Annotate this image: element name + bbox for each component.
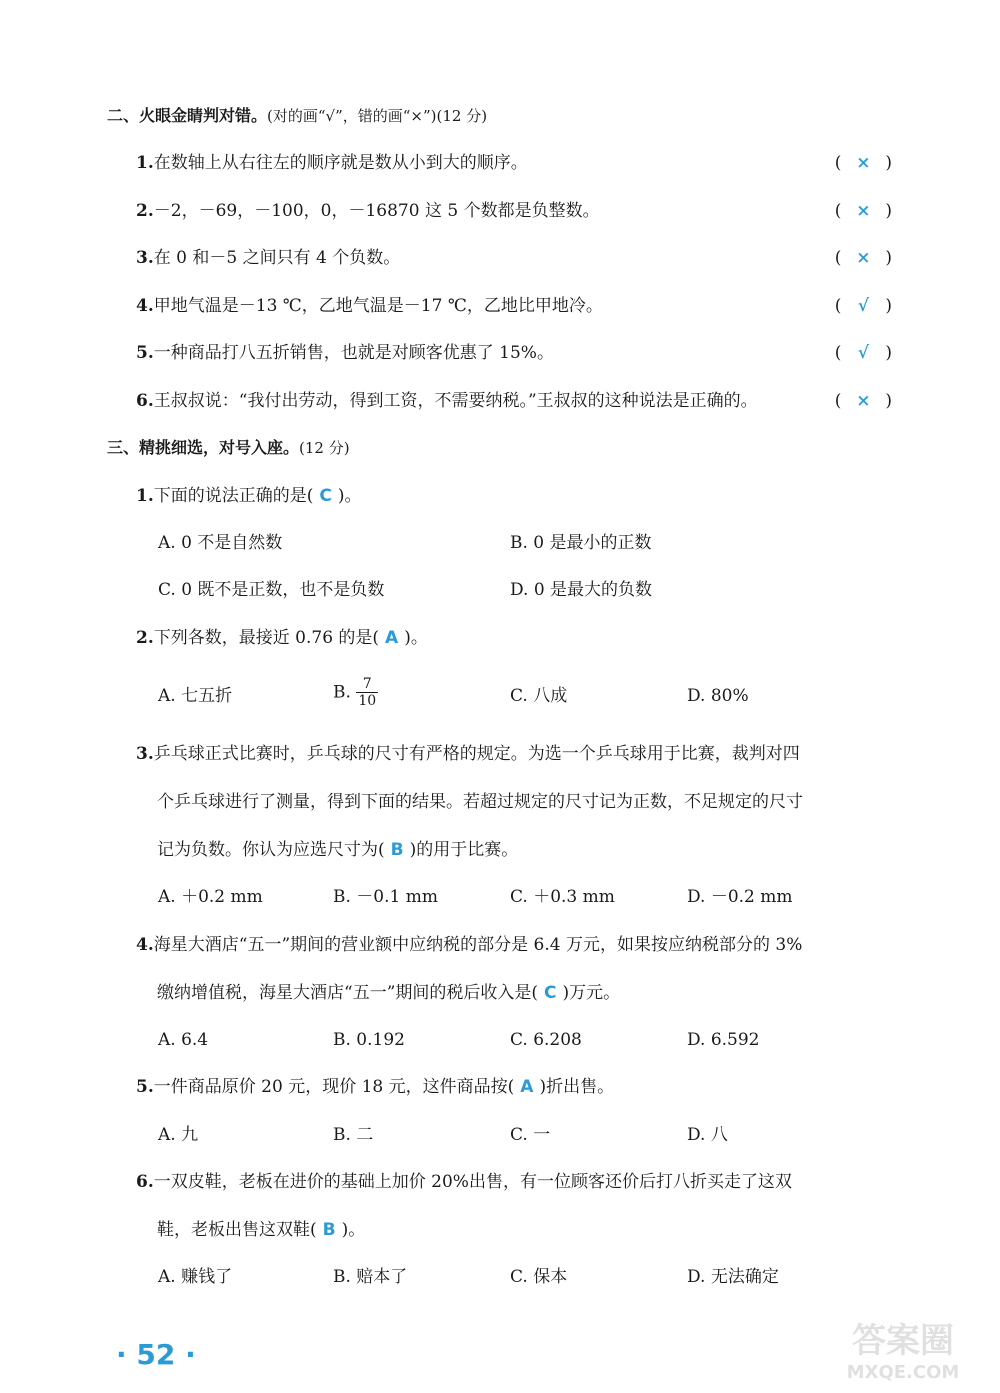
judge-answer-6: ( × ) xyxy=(834,391,892,411)
q4-option-c: C. 6.208 xyxy=(510,1030,582,1050)
judge-item-4: 4.甲地气温是－13 ℃，乙地气温是－17 ℃，乙地比甲地冷。 xyxy=(136,296,603,316)
choice-question-5: 5.一件商品原价 20 元，现价 18 元，这件商品按( A )折出售。 xyxy=(136,1077,615,1097)
answer-mark: C xyxy=(544,983,557,1003)
q6-line-2: 鞋，老板出售这双鞋( B )。 xyxy=(157,1220,366,1240)
judge-item-2: 2.－2，－69，－100，0，－16870 这 5 个数都是负整数。 xyxy=(136,201,600,221)
q6-option-c: C. 保本 xyxy=(510,1267,568,1287)
q2-option-d: D. 80% xyxy=(687,686,749,706)
q2-option-b: B. $\frac{7}{10}$ xyxy=(333,676,377,709)
watermark-logo xyxy=(818,1312,988,1384)
choice-question-4: 4.海星大酒店“五一”期间的营业额中应纳税的部分是 6.4 万元，如果按应纳税部分的 3% xyxy=(136,935,803,955)
judge-item-6: 6.王叔叔说：“我付出劳动，得到工资，不需要纳税。”王叔叔的这种说法是正确的。 xyxy=(136,391,758,411)
q4-option-a: A. 6.4 xyxy=(158,1030,209,1050)
q5-option-c: C. 一 xyxy=(510,1125,551,1145)
section-3-note: (12 分) xyxy=(299,439,350,457)
judge-answer-4: ( √ ) xyxy=(834,296,892,316)
q2-option-a: A. 七五折 xyxy=(158,686,233,706)
q3-option-c: C. ＋0.3 mm xyxy=(510,887,615,907)
q6-option-a: A. 赚钱了 xyxy=(158,1267,233,1287)
q2-option-c: C. 八成 xyxy=(510,686,568,706)
q3-line-3: 记为负数。你认为应选尺寸为( B )的用于比赛。 xyxy=(157,840,519,860)
judge-answer-3: ( × ) xyxy=(834,248,892,268)
answer-mark: B xyxy=(322,1220,336,1240)
choice-question-2: 2.下列各数，最接近 0.76 的是( A )。 xyxy=(136,628,428,648)
watermark-text-top: 答案圈 xyxy=(852,1321,954,1361)
watermark-text-bottom: MXQE.COM xyxy=(846,1362,960,1383)
q5-option-b: B. 二 xyxy=(333,1125,374,1145)
q6-option-d: D. 无法确定 xyxy=(687,1267,779,1287)
judge-answer-1: ( × ) xyxy=(834,153,892,173)
q5-option-a: A. 九 xyxy=(158,1125,199,1145)
answer-mark: A xyxy=(520,1077,534,1097)
q3-line-2: 个乒乓球进行了测量，得到下面的结果。若超过规定的尺寸记为正数，不足规定的尺寸 xyxy=(157,792,803,812)
choice-question-3: 3.乒乓球正式比赛时，乒乓球的尺寸有严格的规定。为选一个乒乓球用于比赛，裁判对四 xyxy=(136,744,800,764)
answer-mark: C xyxy=(319,486,332,506)
section-2-title: 二、火眼金睛判对错。(对的画“√”，错的画“×”)(12 分) xyxy=(107,106,488,125)
choice-question-1: 1.下面的说法正确的是( C )。 xyxy=(136,486,362,506)
q4-option-d: D. 6.592 xyxy=(687,1030,760,1050)
fraction: $\frac{7}{10}$ xyxy=(358,676,377,709)
q1-option-a: A. 0 不是自然数 xyxy=(158,533,283,553)
section-3-title: 三、精挑细选，对号入座。(12 分) xyxy=(107,438,350,457)
q5-option-d: D. 八 xyxy=(687,1125,728,1145)
judge-answer-2: ( × ) xyxy=(834,201,892,221)
judge-item-3: 3.在 0 和－5 之间只有 4 个负数。 xyxy=(136,248,401,268)
q4-line-2: 缴纳增值税，海星大酒店“五一”期间的税后收入是( C )万元。 xyxy=(157,983,621,1003)
judge-answer-5: ( √ ) xyxy=(834,343,892,363)
q4-option-b: B. 0.192 xyxy=(333,1030,405,1050)
q3-option-d: D. －0.2 mm xyxy=(687,887,793,907)
judge-item-1: 1.在数轴上从右往左的顺序就是数从小到大的顺序。 xyxy=(136,153,528,173)
q6-option-b: B. 赔本了 xyxy=(333,1267,408,1287)
page-number: · 52 · xyxy=(116,1338,196,1371)
q3-option-b: B. －0.1 mm xyxy=(333,887,438,907)
q1-option-c: C. 0 既不是正数，也不是负数 xyxy=(158,580,385,600)
q3-option-a: A. ＋0.2 mm xyxy=(158,887,263,907)
answer-mark: A xyxy=(385,628,399,648)
q1-option-d: D. 0 是最大的负数 xyxy=(510,580,653,600)
section-2-note: (对的画“√”，错的画“×”)(12 分) xyxy=(267,107,488,125)
q1-option-b: B. 0 是最小的正数 xyxy=(510,533,652,553)
answer-mark: B xyxy=(390,840,404,860)
choice-question-6: 6.一双皮鞋，老板在进价的基础上加价 20%出售，有一位顾客还价后打八折买走了这双 xyxy=(136,1172,792,1192)
judge-item-5: 5.一种商品打八五折销售，也就是对顾客优惠了 15%。 xyxy=(136,343,554,363)
